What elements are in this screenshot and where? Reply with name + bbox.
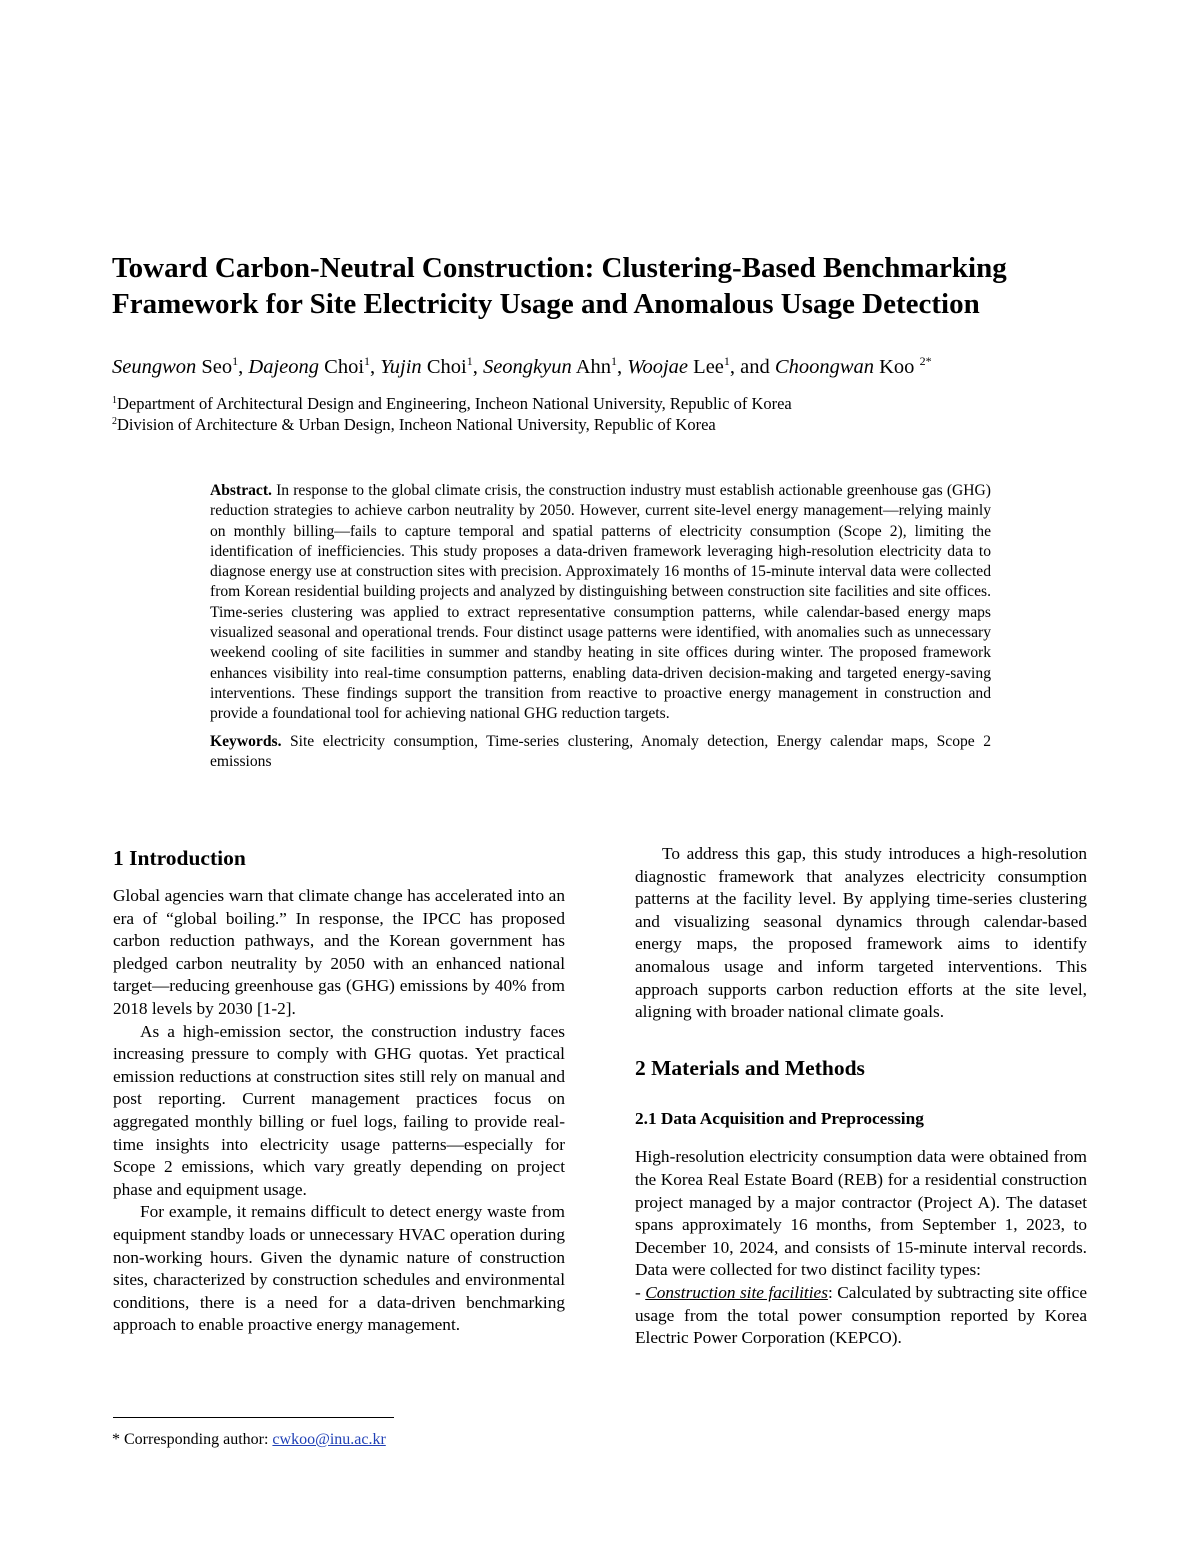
author-given: Woojae bbox=[627, 356, 689, 378]
intro-paragraph-1: Global agencies warn that climate change has accelerated into an era of “global boiling.” In response, the IPCC has proposed carbon reduction pathways, and the Korean government has pledged carbon neutrality by 2050 with an enhanced national target—reducing greenhouse gas (GHG) emissions by 40% from 2018 levels by 2030 [1-2]. bbox=[113, 886, 565, 1018]
author-family: Seo bbox=[201, 356, 233, 378]
keywords-label: Keywords. bbox=[210, 732, 282, 750]
bullet-marker: - bbox=[635, 1282, 646, 1302]
title-line-1: Toward Carbon-Neutral Construction: Clustering-Based Benchmarking bbox=[112, 252, 1007, 284]
author-given: Yujin bbox=[380, 356, 422, 378]
title-line-2: Framework for Site Electricity Usage and Anomalous Usage Detection bbox=[112, 288, 980, 320]
abstract-label: Abstract. bbox=[210, 482, 272, 499]
keywords bbox=[210, 732, 991, 773]
paper-title bbox=[112, 250, 1102, 322]
affiliation-sup: 2 bbox=[112, 416, 117, 427]
intro-paragraph-2: As a high-emission sector, the construction industry faces increasing pressure to comply with GHG quotas. Yet practical emission reductions at construction sites still rely on manual and post reporting. Current management practices focus on aggregated monthly billing or fuel logs, failing to provide real-time insights into electricity usage patterns—especially for Scope 2 emissions, which vary greatly depending on project phase and equipment usage. bbox=[113, 1021, 565, 1199]
author-sup: 2* bbox=[919, 354, 932, 368]
section-heading-methods: 2 Materials and Methods bbox=[635, 1055, 865, 1080]
section-heading-introduction: 1 Introduction bbox=[113, 846, 246, 870]
keywords-text: Site electricity consumption, Time-series clustering, Anomaly detection, Energy calendar maps, Scope 2 emissions bbox=[210, 732, 991, 770]
abstract bbox=[210, 481, 991, 725]
author-given: Dajeong bbox=[248, 356, 320, 378]
author-family: Lee bbox=[693, 356, 724, 378]
author-given: Choongwan bbox=[774, 356, 874, 378]
methods-paragraph-1: High-resolution electricity consumption data were obtained from the Korea Real Estate Board (REB) for a residential construction project managed by a major contractor (Project A). The dataset spans approximately 16 months, from September 1, 2023, to December 10, 2024, and consists of 15-minute interval records. Data were collected for two distinct facility types: bbox=[635, 1147, 1087, 1280]
right-column bbox=[635, 843, 1087, 1350]
footnote-separator bbox=[113, 1417, 394, 1418]
author-sup: 1 bbox=[723, 354, 730, 368]
bullet-text: : Calculated by subtracting site office usage from the total power consumption reported by Korea Electric Power Corporation (KEPCO). bbox=[635, 1282, 1088, 1348]
author-sup: 1 bbox=[466, 354, 473, 368]
affiliation-sup: 1 bbox=[112, 395, 117, 406]
abstract-block bbox=[210, 481, 991, 772]
affiliations bbox=[112, 393, 792, 435]
author-given: Seungwon bbox=[112, 356, 197, 378]
author-given: Seongkyun bbox=[482, 356, 572, 378]
author-family: Koo bbox=[879, 356, 915, 378]
author-sup: 1 bbox=[364, 354, 371, 368]
footnote-label: * Corresponding author: bbox=[112, 1431, 273, 1448]
methods-bullet-1 bbox=[635, 1282, 1087, 1350]
author-family: Ahn bbox=[575, 356, 612, 378]
author-sup: 1 bbox=[232, 354, 239, 368]
footnote bbox=[112, 1431, 386, 1449]
author-list: Seungwon Seo$^1$, Dajeong Choi$^1$, Yujin Choi$^1$, Seongkyun Ahn$^1$, Woojae Lee$^1$, and Choongwan Koo $^{2*}$ bbox=[112, 354, 932, 378]
bullet-term: Construction site facilities bbox=[645, 1282, 828, 1302]
intro-paragraph-4: To address this gap, this study introduces a high-resolution diagnostic framework that analyzes electricity consumption patterns at the facility level. By applying time-series clustering and visualizing seasonal dynamics through calendar-based energy maps, the proposed framework aims to identify anomalous usage and inform targeted interventions. This approach supports carbon reduction efforts at the site level, aligning with broader national climate goals. bbox=[635, 844, 1087, 1022]
intro-paragraph-3: For example, it remains difficult to detect energy waste from equipment standby loads or unnecessary HVAC operation during non-working hours. Given the dynamic nature of construction sites, characterized by construction schedules and environmental conditions, there is a need for a data-driven benchmarking approach to enable proactive energy management. bbox=[113, 1202, 565, 1335]
author-family: Choi bbox=[324, 356, 365, 378]
corresponding-email-link[interactable]: cwkoo@inu.ac.kr bbox=[272, 1431, 386, 1448]
author-sup: 1 bbox=[611, 354, 618, 368]
author-family: Choi bbox=[426, 356, 467, 378]
left-column bbox=[113, 843, 565, 1337]
affiliation-1 bbox=[112, 393, 792, 414]
affiliation-text: Department of Architectural Design and Engineering, Incheon National University, Republic of Korea bbox=[117, 394, 792, 413]
affiliation-2 bbox=[112, 414, 792, 435]
subsection-heading-data: 2.1 Data Acquisition and Preprocessing bbox=[635, 1108, 924, 1128]
abstract-text: In response to the global climate crisis, the construction industry must establish actionable greenhouse gas (GHG) reduction strategies to achieve carbon neutrality by 2050. However, current site-level energy management—relying mainly on monthly billing—fails to capture temporal and spatial patterns of electricity consumption (Scope 2), limiting the identification of inefficiencies. This study proposes a data-driven framework leveraging high-resolution electricity data to diagnose energy use at construction sites with precision. Approximately 16 months of 15-minute interval data were collected from Korean residential building projects and analyzed by distinguishing between construction site facilities and site offices. Time-series clustering was applied to extract representative consumption patterns, while calendar-based energy maps visualized seasonal and operational trends. Four distinct usage patterns were identified, with anomalies such as unnecessary weekend cooling of site facilities in summer and standby heating in site offices during winter. The proposed framework enhances visibility into real-time consumption patterns, enabling data-driven decision-making and targeted energy-saving interventions. These findings support the transition from reactive to proactive energy management in construction and provide a foundational tool for achieving national GHG reduction targets. bbox=[210, 482, 991, 723]
affiliation-text: Division of Architecture & Urban Design, Incheon National University, Republic of Korea bbox=[117, 415, 716, 434]
